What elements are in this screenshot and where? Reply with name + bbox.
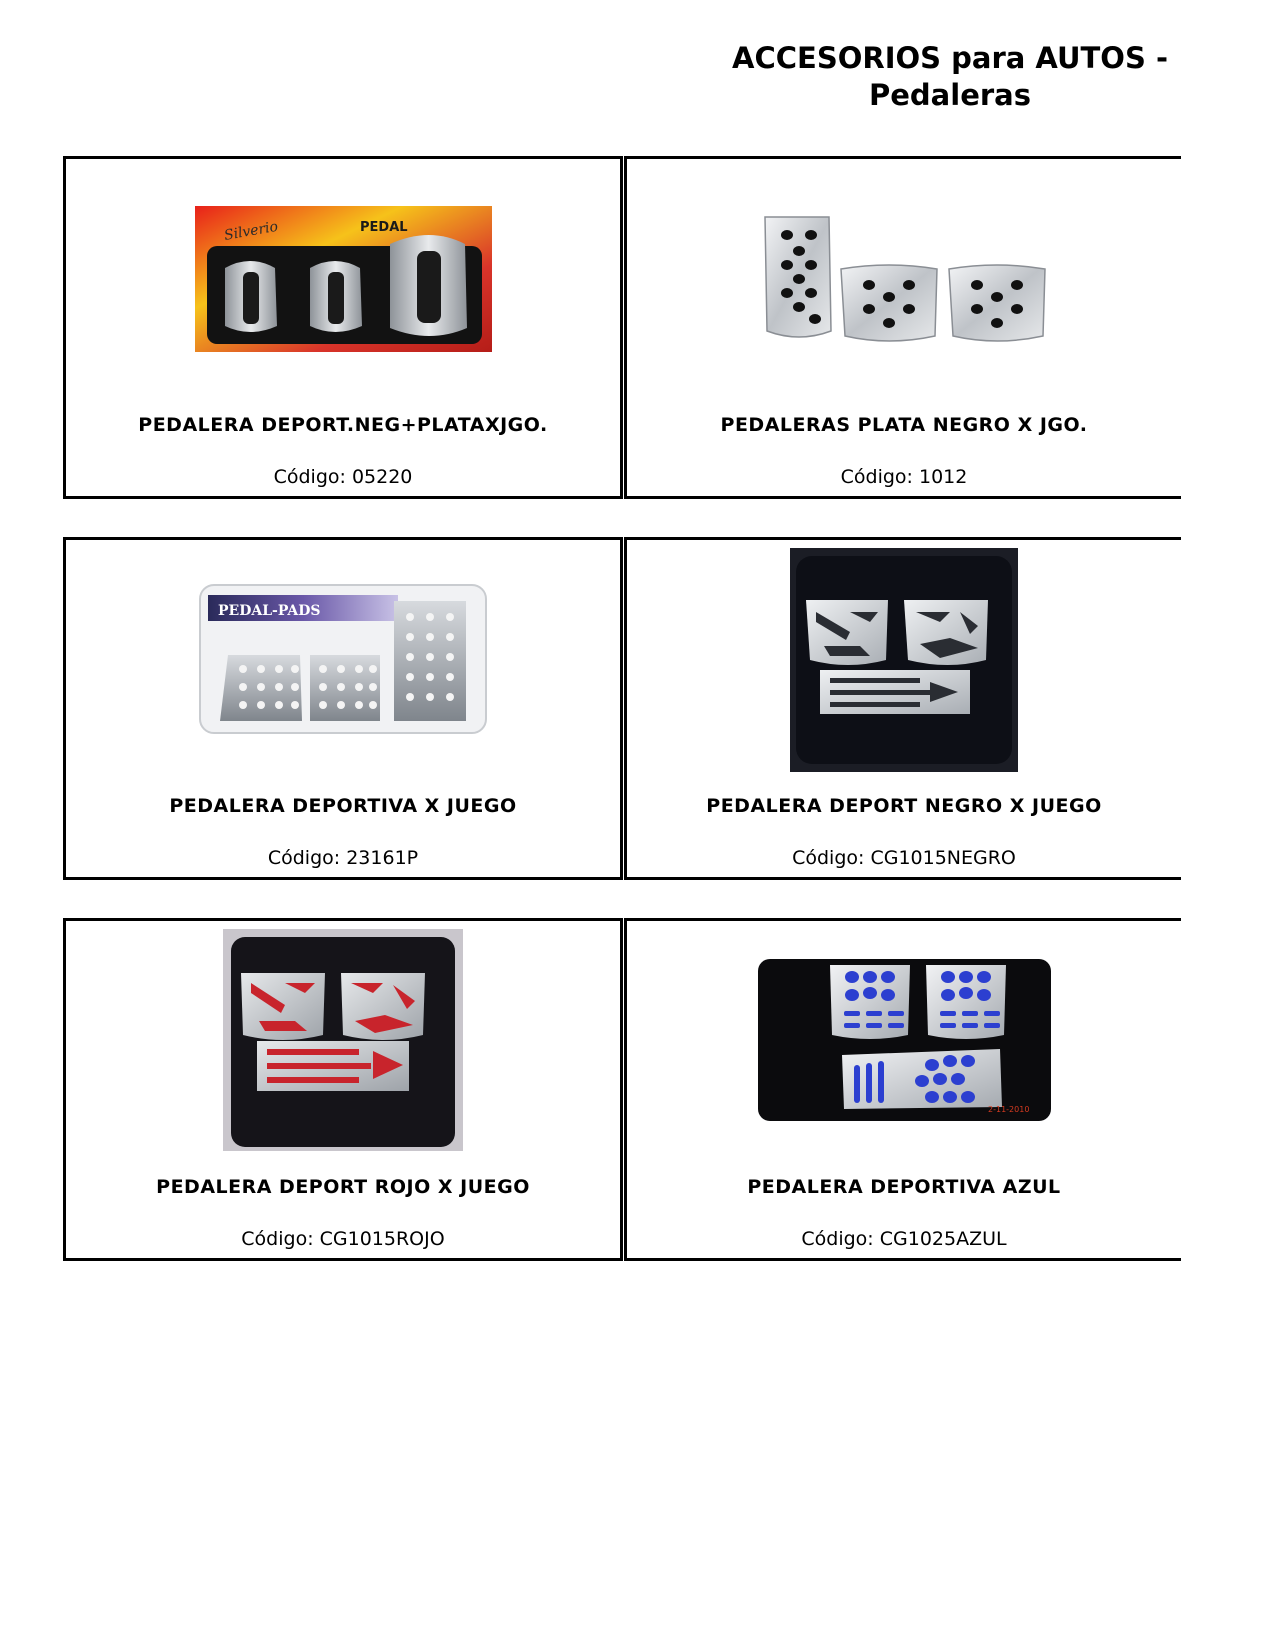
svg-text:PEDAL: PEDAL [359,220,408,235]
product-card-6[interactable] [624,918,1181,1261]
product-card-3[interactable] [63,537,623,880]
product-name: PEDALERAS PLATA NEGRO X JGO. [720,414,1088,436]
product-card-4[interactable] [624,537,1181,880]
pedal-set-silver-image [627,211,1181,346]
product-code: Código: 23161P [267,847,419,869]
pedal-set-blue-image [627,957,1181,1124]
svg-text:2-11-2010: 2-11-2010 [987,1105,1029,1114]
product-card-2[interactable] [624,156,1181,499]
svg-text:PEDAL-PADS: PEDAL-PADS [218,603,321,619]
page-title-line-2: Pedaleras [869,78,1031,112]
page-title-line-1: ACCESORIOS para AUTOS - [732,41,1168,75]
pedal-set-red-image [66,929,620,1151]
product-code: Código: CG1015NEGRO [792,847,1016,869]
product-name: PEDALERA DEPORTIVA AZUL [747,1176,1061,1198]
page-title [700,40,1200,114]
product-card-5[interactable] [63,918,623,1261]
svg-text:Silverio: Silverio [222,218,279,244]
product-code: Código: CG1015ROJO [241,1228,445,1250]
product-name: PEDALERA DEPORTIVA X JUEGO [169,795,517,817]
pedal-set-black-image [627,548,1181,772]
product-name: PEDALERA DEPORT NEGRO X JUEGO [706,795,1102,817]
pedal-pads-package-image [66,583,620,735]
product-code: Código: 1012 [840,466,968,488]
product-name: PEDALERA DEPORT ROJO X JUEGO [156,1176,530,1198]
product-card-1[interactable] [63,156,623,499]
product-name: PEDALERA DEPORT.NEG+PLATAXJGO. [138,414,548,436]
product-code: Código: 05220 [273,466,413,488]
product-code: Código: CG1025AZUL [801,1228,1007,1250]
pedal-set-red-package-image [66,206,620,352]
